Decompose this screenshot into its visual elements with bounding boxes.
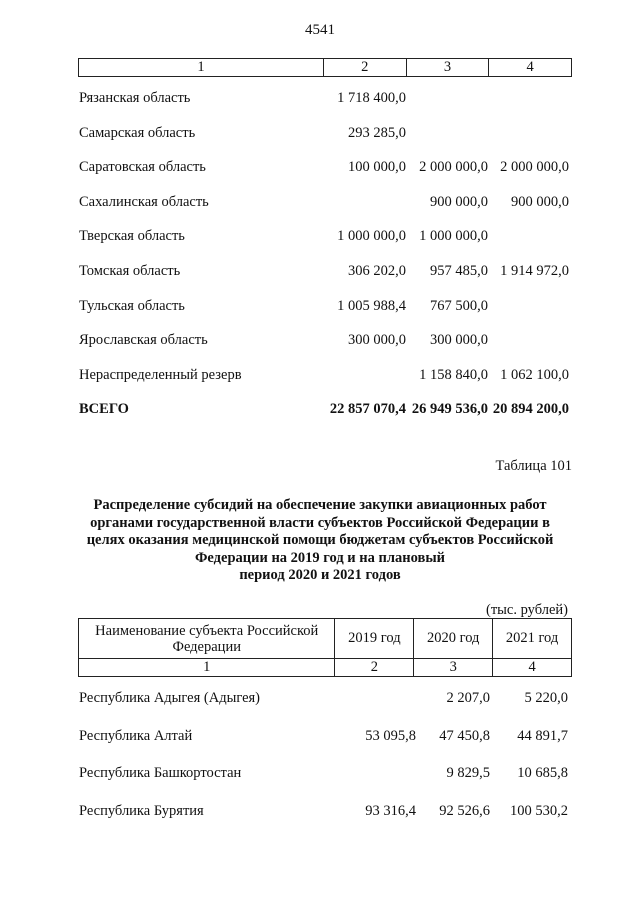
value-2019: 53 095,8 [365, 727, 416, 744]
region-name: Республика Адыгея (Адыгея) [79, 690, 261, 706]
table-label: Таблица 101 [495, 458, 572, 474]
table1-colnum-4: 4 [489, 59, 572, 77]
value-2020: 2 207,0 [446, 690, 490, 706]
value-2021: 5 220,0 [524, 690, 568, 706]
region-name: Томская область [79, 263, 181, 279]
region-name: Саратовская область [79, 159, 206, 176]
value-2020: 2 000 000,0 [419, 159, 488, 176]
value-2020: 9 829,5 [446, 765, 490, 781]
page-number: 4541 [305, 22, 335, 38]
table-row [0, 90, 640, 110]
table-row [0, 263, 640, 283]
region-name: Тульская область [79, 297, 185, 314]
table1-colnum-1: 1 [79, 59, 324, 77]
title-line: Распределение субсидий на обеспечение закупки авиационных работ [93, 497, 547, 513]
title-line: период 2020 и 2021 годов [239, 567, 401, 583]
region-name: Самарская область [79, 124, 196, 141]
region-name: Ярославская область [79, 332, 208, 349]
value-2019: 1 000 000,0 [337, 228, 406, 245]
table2-colnum-4: 4 [493, 659, 572, 677]
header-2021: 2021 год [493, 619, 572, 659]
region-name: Рязанская область [79, 90, 191, 106]
value-2019: 306 202,0 [348, 263, 406, 279]
value-2021: 100 530,2 [510, 802, 568, 819]
value-2020: 1 158 840,0 [419, 366, 488, 383]
total-value-2020: 26 949 536,0 [411, 401, 488, 417]
table-row [0, 125, 640, 145]
title-line: целях оказания медицинской помощи бюджетам субъектов Российской [86, 532, 554, 548]
table-row [0, 332, 640, 352]
value-2021: 2 000 000,0 [500, 159, 569, 176]
header-2020: 2020 год [414, 619, 493, 659]
region-name: Нераспределенный резерв [79, 366, 242, 383]
table-row [0, 298, 640, 318]
value-2020: 300 000,0 [430, 332, 488, 349]
table1-column-numbers [78, 58, 572, 77]
value-2019: 1 718 400,0 [337, 90, 406, 106]
value-2021: 1 062 100,0 [500, 366, 569, 383]
table2-colnum-1: 1 [79, 659, 335, 677]
table-row [0, 690, 640, 710]
table-row [0, 803, 640, 823]
value-2021: 10 685,8 [517, 765, 568, 781]
value-2019: 300 000,0 [348, 332, 406, 349]
table2-title [70, 497, 570, 585]
table-row [0, 367, 640, 387]
value-2019: 93 316,4 [365, 802, 416, 819]
region-name: Республика Алтай [79, 727, 193, 744]
value-2020: 900 000,0 [430, 193, 488, 210]
total-label: ВСЕГО [79, 401, 129, 417]
value-2020: 957 485,0 [430, 263, 488, 279]
total-value-2019: 22 857 070,4 [329, 401, 406, 417]
table-row [0, 765, 640, 785]
title-line: органами государственной власти субъектов Российской Федерации в [90, 514, 550, 531]
table2-colnum-2: 2 [335, 659, 414, 677]
units-label: (тыс. рублей) [486, 602, 568, 618]
region-name: Тверская область [79, 228, 185, 245]
value-2019: 293 285,0 [348, 124, 406, 141]
header-region-line1: Наименование субъекта Российской [95, 622, 319, 639]
value-2019: 1 005 988,4 [337, 297, 406, 314]
value-2021: 1 914 972,0 [500, 263, 569, 279]
header-region-name [79, 619, 335, 659]
title-line: Федерации на 2019 год и на плановый [194, 549, 446, 566]
region-name: Сахалинская область [79, 193, 209, 210]
value-2020: 767 500,0 [430, 297, 488, 314]
total-value-2021: 20 894 200,0 [492, 401, 569, 417]
value-2021: 900 000,0 [511, 193, 569, 210]
table1-colnum-3: 3 [406, 59, 489, 77]
region-name: Республика Бурятия [79, 802, 204, 819]
table2-header [78, 618, 572, 677]
header-2019: 2019 год [335, 619, 414, 659]
table-row [0, 194, 640, 214]
table-row [0, 159, 640, 179]
total-row [0, 401, 640, 421]
value-2020: 92 526,6 [439, 802, 490, 819]
value-2021: 44 891,7 [517, 727, 568, 744]
table2-colnum-3: 3 [414, 659, 493, 677]
table-row [0, 728, 640, 748]
value-2019: 100 000,0 [348, 159, 406, 176]
value-2020: 47 450,8 [439, 727, 490, 744]
header-region-line2: Федерации [172, 638, 241, 655]
table-row [0, 228, 640, 248]
value-2020: 1 000 000,0 [419, 228, 488, 245]
table1-colnum-2: 2 [323, 59, 406, 77]
region-name: Республика Башкортостан [79, 765, 242, 781]
